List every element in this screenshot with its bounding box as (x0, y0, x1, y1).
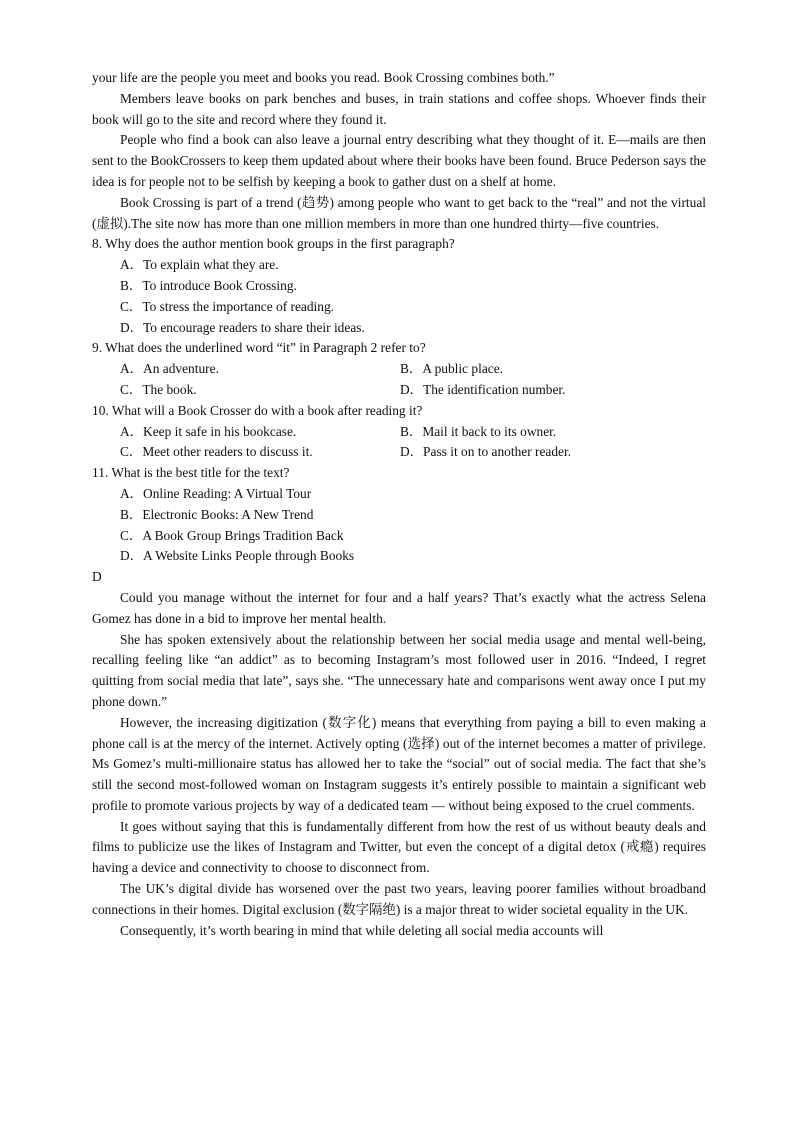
option-b: B．To introduce Book Crossing. (120, 277, 297, 293)
option-c: C．To stress the importance of reading. (120, 298, 335, 314)
option-d: D．Pass it on to another reader. (400, 444, 572, 460)
option-c: C．Meet other readers to discuss it. (120, 444, 313, 460)
option-d: D．A Website Links People through Books (120, 548, 355, 564)
option-a: A．An adventure. (120, 361, 219, 377)
question-8 (92, 234, 706, 338)
option-b: B．Mail it back to its owner. (400, 423, 557, 439)
document-page (92, 68, 706, 941)
option-c: C．A Book Group Brings Tradition Back (120, 527, 344, 543)
passage-d-paragraph: It goes without saying that this is fundamentally different from how the rest of us without beauty deals and films to publicize use the likes of Instagram and Twitter, but even the concept of a digital detox (戒瘾) requires having a device and connectivity to choose to disconnect from. (92, 818, 706, 876)
question-stem: 11. What is the best title for the text? (92, 465, 290, 481)
passage-d-paragraph: However, the increasing digitization (数字化) means that everything from paying a bill to even making a phone call is at the mercy of the internet. Actively opting (选择) out of the internet becomes a matter of privilege. Ms Gomez’s multi-millionaire status has allowed her to take the “social” out of social media. The fact that she’s still the second most-followed woman on Instagram suggests it’s entirely possible to maintain a significant web profile to promote various projects by way of a dedicated team — without being exposed to the cruel comments. (92, 714, 706, 813)
passage-d-paragraph: She has spoken extensively about the relationship between her social media usage and mental well-being, recalling feeling like “an addict” as to becoming Instagram’s most followed user in 2016. “Indeed, I regret quitting from social media that late”, says she. “The unnecessary hate and comparisons went away once I put my phone down.” (92, 631, 706, 709)
question-stem: 8. Why does the author mention book groups in the first paragraph? (92, 236, 455, 252)
option-b: B．A public place. (400, 361, 504, 377)
passage-c-line: your life are the people you meet and books you read. Book Crossing combines both.” (92, 70, 555, 85)
section-heading-d: D (92, 569, 102, 585)
passage-d-paragraph: Could you manage without the internet for four and a half years? That’s exactly what the actress Selena Gomez has done in a bid to improve her mental health. (92, 589, 706, 626)
passage-c-paragraph: Members leave books on park benches and buses, in train stations and coffee shops. Whoever finds their book will go to the site and record where they found it. (92, 90, 706, 127)
option-a: A．Online Reading: A Virtual Tour (120, 485, 312, 501)
passage-d-paragraph: The UK’s digital divide has worsened over the past two years, leaving poorer families without broadband connections in their homes. Digital exclusion (数字隔绝) is a major threat to wider societal equality in the UK. (92, 881, 706, 917)
passage-c-paragraph: Book Crossing is part of a trend (趋势) among people who want to get back to the “real” and not the virtual (虚拟).The site now has more than one million members in more than one hundred thirty—five countries. (92, 194, 706, 231)
option-c: C．The book. (120, 381, 197, 397)
option-d: D．To encourage readers to share their ideas. (120, 319, 365, 335)
option-d: D．The identification number. (400, 381, 566, 397)
question-10 (92, 401, 706, 463)
option-a: A．To explain what they are. (120, 257, 279, 273)
question-9 (92, 338, 706, 400)
question-11 (92, 463, 706, 567)
option-a: A．Keep it safe in his bookcase. (120, 423, 297, 439)
passage-c-paragraph: People who find a book can also leave a journal entry describing what they thought of it. E—mails are then sent to the BookCrossers to keep them updated about where their books have been found. Bruce Pederson says the idea is for people not to be selfish by keeping a book to gather dust on a shelf at home. (92, 132, 706, 189)
question-stem: 10. What will a Book Crosser do with a book after reading it? (92, 402, 423, 418)
option-b: B．Electronic Books: A New Trend (120, 506, 314, 522)
passage-d-paragraph: Consequently, it’s worth bearing in mind that while deleting all social media accounts will (120, 922, 604, 938)
question-stem: 9. What does the underlined word “it” in Paragraph 2 refer to? (92, 340, 426, 356)
